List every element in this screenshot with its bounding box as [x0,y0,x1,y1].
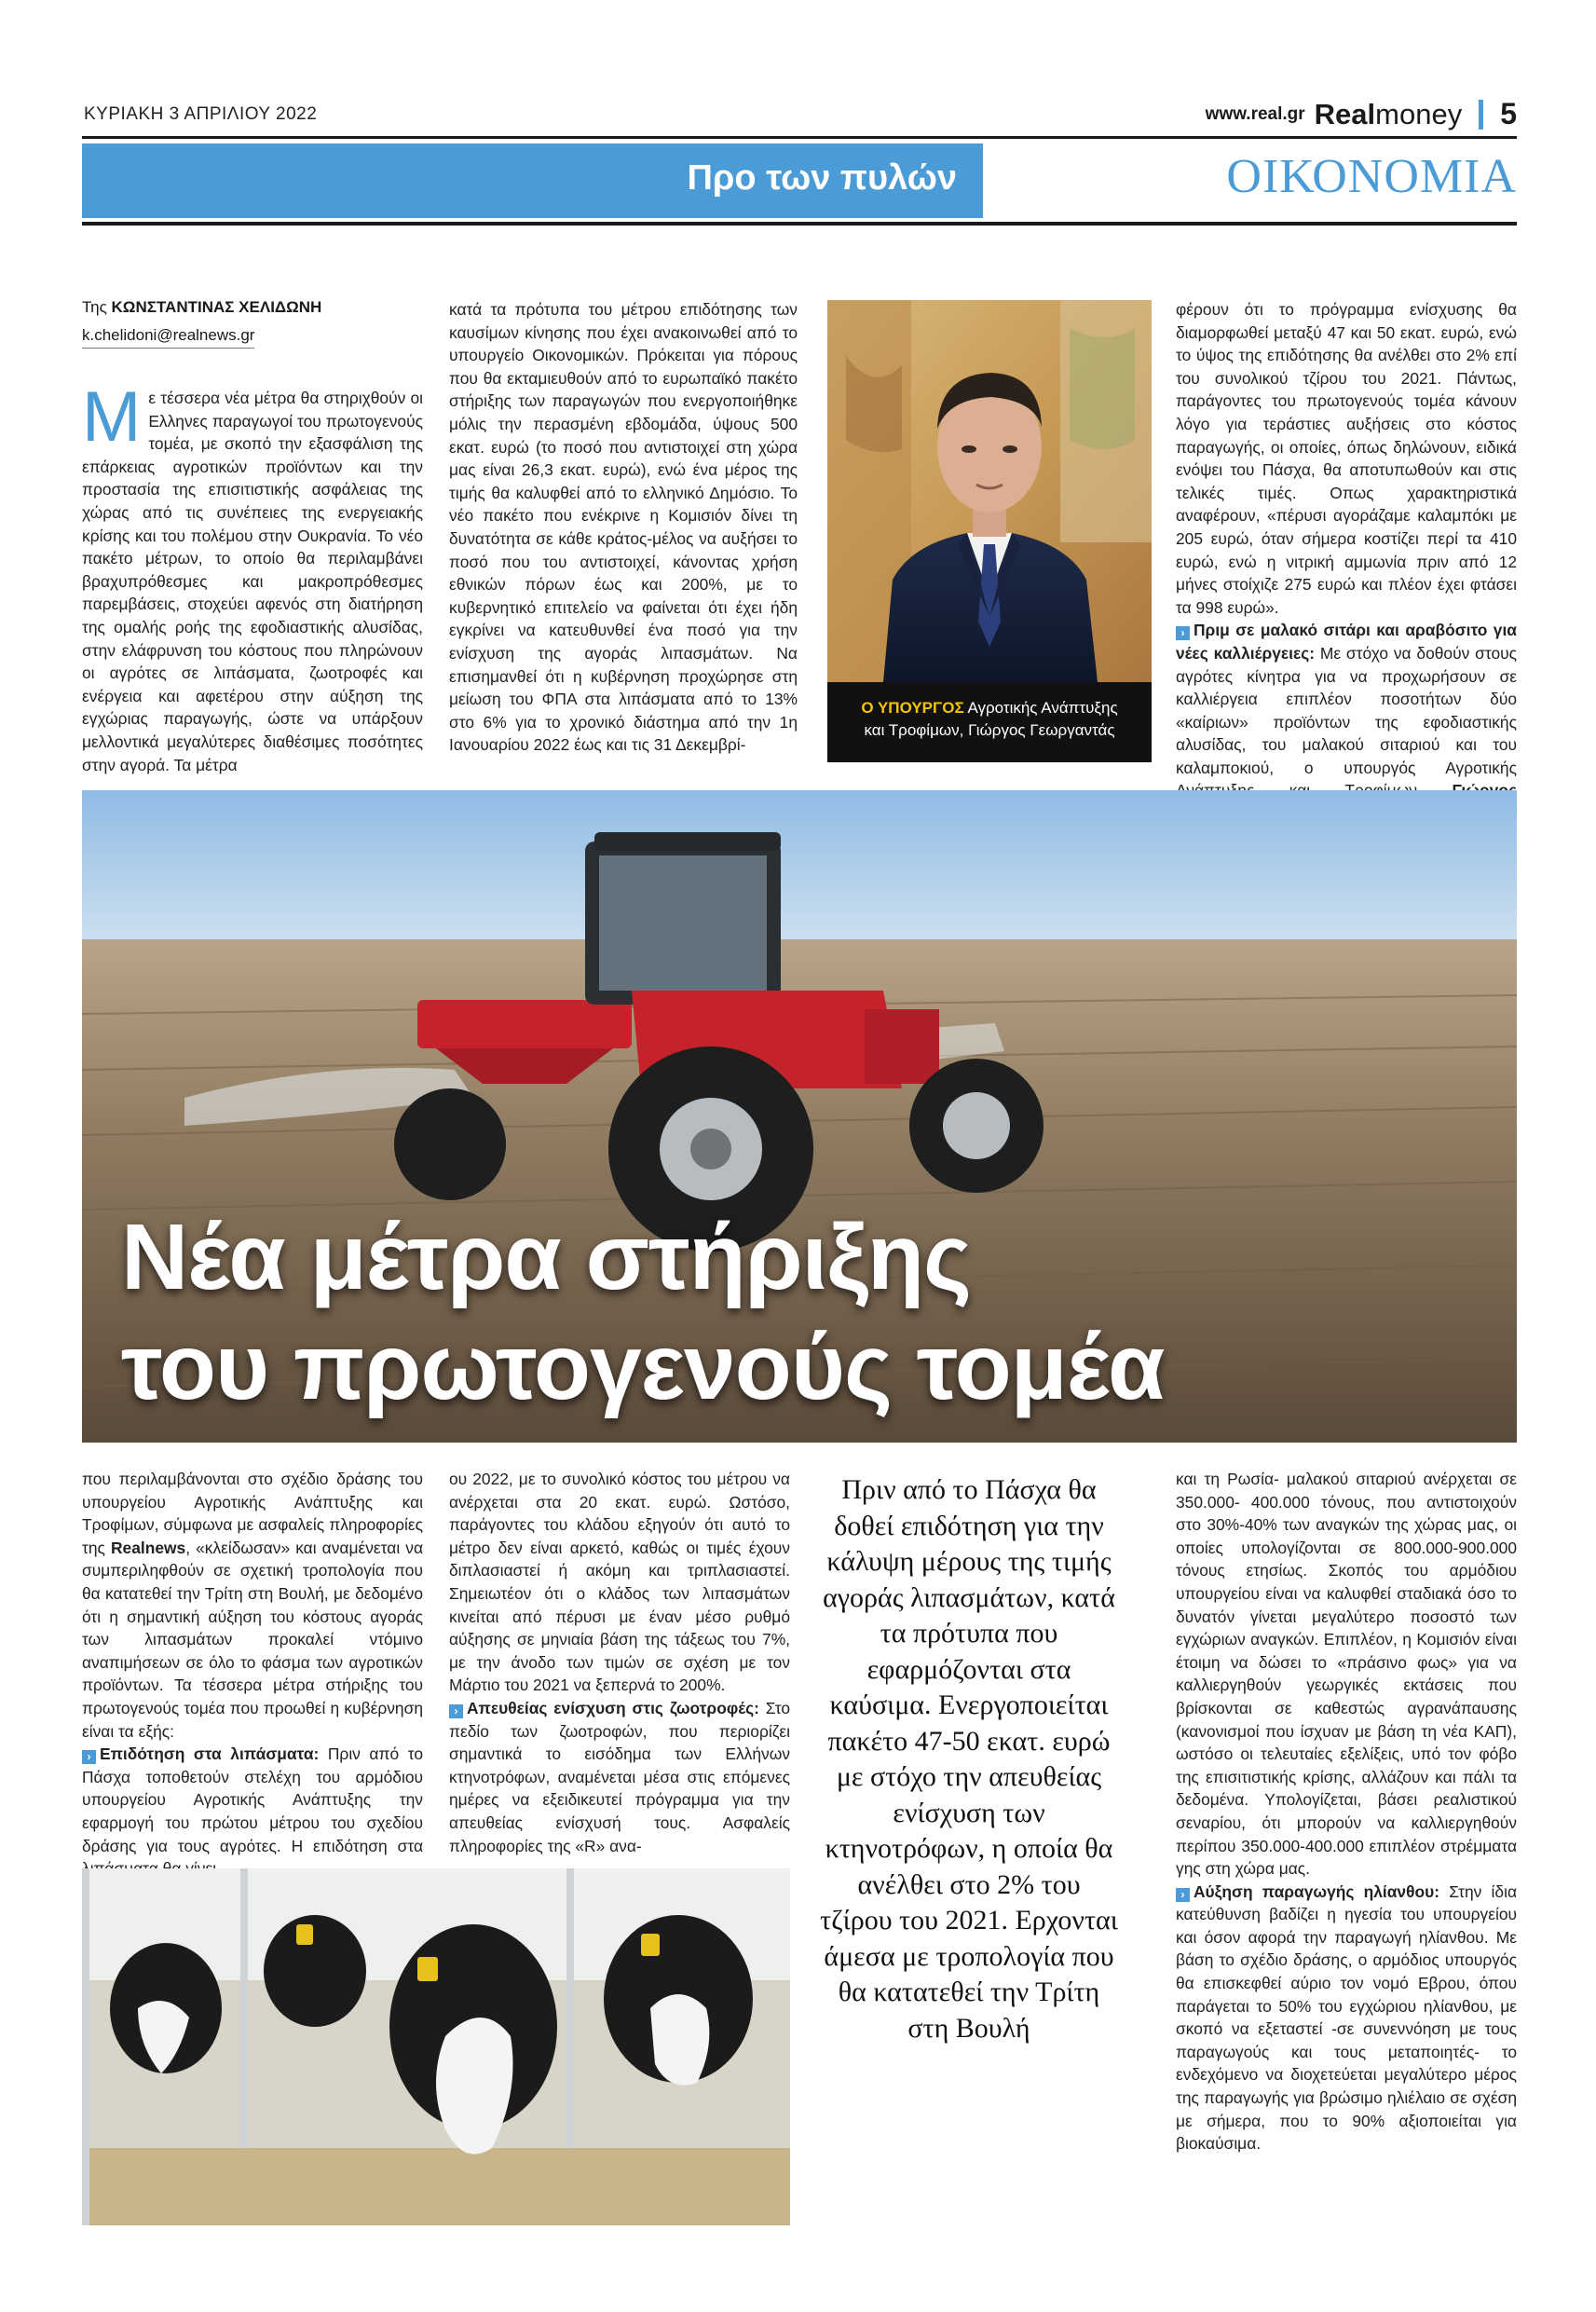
author-email[interactable]: k.chelidoni@realnews.gr [82,326,254,349]
article-paragraph: ου 2022, με το συνολικό κόστος του μέτρου να ανέρχεται στα 20 εκατ. ευρώ. Ωστόσο, παράγοντες του κλάδου εξηγούν ότι αυτό το μέτρο δεν είναι αρκετό, καθώς οι τιμές έχουν διπλασιαστεί ή ακόμη και τριπλασιαστεί. Σημειωτέον ότι ο κλάδος των λιπασμάτων κινείται από πέρυσι με έναν μέσο ρυθμό αύξησης σε μηνιαία βάση της τάξεως του 7%, με την άνοδο των τιμών σε σχέση με τον Μάρτιο του 2021 να ξεπερνά το 200%. [449,1470,790,1695]
minister-photo [827,300,1152,682]
drop-cap: Μ [82,377,142,457]
subsection-heading: Απευθείας ενίσχυση στις ζωοτροφές: [467,1698,759,1717]
kicker-title: Προ των πυλών [687,158,957,198]
pull-quote: Πριν από το Πάσχα θα δοθεί επιδότηση για την κάλυψη μέρους της τιμής αγοράς λιπασμάτων, κατά τα πρότυπα που εφαρμόζονται στα καύσιμα. Ενεργοποιείται πακέτο 47-50 εκατ. ευρώ με στόχο την απευθείας ενίσχυση των κτηνοτρόφων, η οποία θα ανέλθει στο 2% του τζίρου του 2021. Ερχονται άμεσα με τροπολογία που θα κατατεθεί την Τρίτη στη Βουλή [820,1474,1118,2044]
caption-line-1 [827,697,1152,719]
subsection-text: Πριν από το Πάσχα τοποθετούν στελέχη του αρμόδιου υπουργείου Αγροτικής Ανάπτυξης την εφαρμογή του πρώτου μέτρου του σχεδίου δράσης για τους αγρότες. Η επιδότηση στα [82,1744,423,1855]
arrow-icon: › [1176,1888,1190,1902]
headline-line-2: του πρωτογενούς τομέα [121,1315,1165,1419]
subsection-heading: Αύξηση παραγωγής ηλίανθου: [1194,1881,1440,1901]
arrow-icon: › [449,1704,463,1718]
brand-light: money [1375,97,1463,130]
byline-author: ΚΩΝΣΤΑΝΤΙΝΑΣ ΧΕΛΙΔΩΝΗ [111,298,322,316]
header-rule [82,136,1517,139]
subsection-heading: Πριμ σε μαλακό σιτάρι και αραβόσιτο για νέες καλλιέργειες: [1176,621,1517,663]
photo-caption [827,682,1152,762]
caption-label: Ο ΥΠΟΥΡΓΟΣ [861,699,964,717]
column-4-bottom [1176,1468,1517,2155]
cows-photo [82,1868,790,2225]
headline [121,1202,1164,1422]
section-title: ΟΙΚΟΝΟΜΙΑ [1226,150,1517,203]
masthead-right [1206,97,1517,131]
page-number: 5 [1500,97,1517,130]
article-paragraph: φέρουν ότι το πρόγραμμα ενίσχυσης θα διαμορφωθεί μεταξύ 47 και 50 εκατ. ευρώ, ενώ το ύψος της επιδότησης θα ανέλθει στο 2% επί του συνολικού τζίρου του 2021. Πάντως, παράγοντες του πρωτογενούς τομέα κάνουν λόγο για τεράστιες αυξήσεις στο κόστος παραγωγής, οι οποίες, όπως δηλώνουν, ειδικά ενόψει του Πάσχα, θα αποτυπωθούν και στις τελικές τιμές. Οπως χαρακτηριστικά αναφέρουν, «πέρυσι αγοράζαμε καλαμπόκι με 205 ευρώ, όταν σήμερα κοστίζει περί τα 410 ευρώ, ενώ η νιτρική αμμωνία πριν από 12 μήνες στοίχιζε 275 ευρώ και πλέον έχει φτάσει τα 998 ευρώ». [1176,300,1517,617]
byline [82,298,321,317]
brand-logo [1315,98,1463,131]
article-paragraph: και τη Ρωσία- μαλακού σιταριού ανέρχεται σε 350.000- 400.000 τόνους, που αντιστοιχούν στο 30%-40% των αναγκών της χώρας μας, οι οποίες υπολογίζονται σε 800.000-900.000 τόνους ετησίως. Σκοπός του αρμόδιου υπουργείου είναι να καλυφθεί σταδιακά όσο το δυνατόν γίνεται μεγαλύτερο ποσοστό των εγχώριων αναγκών. Επιπλέον, η Κομισιόν είναι έτοιμη να δώσει το «πράσινο φως» για να καλλιεργηθούν γεωργικές εκτάσεις που βρίσκονται σε καθεστώς αγρανάπαυσης (κανονισμοί που ίσχυαν με βάση τη νέα ΚΑΠ), ωστόσο οι τελευταίες εξελίξεις, υπό τον φόβο της επισιτιστικής κρίσης, αλλάζουν και πάλι τα δεδομένα. Υπολογίζεται, βάσει ρεαλιστικού σεναρίου, ότι μπορούν να καλλιεργηθούν περίπου 350.000-400.000 επιπλέον στρέμματα γης στη χώρα μας. [1176,1470,1517,1879]
kicker-band [82,144,983,218]
column-2-bottom [449,1468,790,1857]
caption-line-2: και Τροφίμων, Γιώργος Γεωργαντάς [864,721,1115,739]
section-rule [82,222,1517,226]
subsection [82,1743,423,1881]
column-1-bottom [82,1468,423,1881]
column-2-top [449,298,798,757]
subsection [449,1697,790,1857]
site-url[interactable]: www.real.gr [1205,103,1305,124]
arrow-icon: › [1176,626,1190,640]
article-paragraph [82,1468,423,1743]
column-1-top [82,377,423,776]
subsection-heading: Επιδότηση στα λιπάσματα: [100,1744,320,1764]
issue-date: ΚΥΡΙΑΚΗ 3 ΑΠΡΙΛΙΟΥ 2022 [84,104,318,124]
headline-line-1: Νέα μέτρα στήριξης [121,1205,972,1309]
brand-bold: Real [1314,97,1376,130]
article-text: , «κλείδωσαν» και αναμένεται να συμπεριληφθούν σε σχετική τροπολογία που θα κατατεθεί την Τρίτη στη Βουλή, με δεδομένο ότι η σημαντική αύξηση του κόστους αγοράς των λιπασμάτων προκαλεί ντόμινο αναπιμήσεων σε όλο το φάσμα των αγροτικών προϊόντων. Τα τέσσερα μέτρα στήριξης του πρωτογενούς τομέα που προωθεί η κυβέρνηση είναι τα εξής: [82,1538,423,1741]
article-paragraph: κατά τα πρότυπα του μέτρου επιδότησης των καυσίμων κίνησης που έχει ανακοινωθεί από το υπουργείο Οικονομικών. Πρόκειται για πόρους που θα εκταμιευθούν από το ευρωπαϊκό πακέτο στήριξης των παραγωγών που ενεργοποιήθηκε μόλις την περασμένη εβδομάδα, ύψους 500 εκατ. ευρώ (το ποσό που αντιστοιχεί στη χώρα μας είναι 26,3 εκατ. ευρώ), ενώ ένα μέρος της τιμής θα καλυφθεί από το ελληνικό Δημόσιο. Το νέο πακέτο που ενέκρινε η Κομισιόν δίνει τη δυνατότητα σε κάθε κράτος-μέλος να αυξήσει το ποσό που του αντιστοιχεί, κάνοντας χρήση εθνικών πόρων έως και 200%, με το κυβερνητικό επιτελείο να φαίνεται ότι έχει ήδη εγκρίνει να κατευθυνθεί ένα ποσό για την ενίσχυση της αγοράς λιπασμάτων. Να επισημανθεί ότι η κυβέρνηση προχώρησε στη μείωση του ΦΠΑ στα λιπάσματα από το 13% στο 6% για το χρονικό διάστημα από την 1η Ιανουαρίου 2022 έως και τις 31 Δεκεμβρί- [449,300,798,755]
newspaper-name: Realnews [110,1538,186,1557]
brand-divider [1479,100,1483,130]
subsection-text: Στο πεδίο των ζωοτροφών, που περιορίζει σημαντικά το εισόδημα των Ελλήνων κτηνοτρόφων, αναμένεται μέσα στις επόμενες ημέρες να εξειδικευτεί πρόγραμμα για την απευθείας ενίσχυσή τους. Ασφαλείς πληροφορίες της «R» ανα- [449,1698,791,1855]
byline-prefix: Της [82,298,107,316]
subsection-text: Με στόχο να δοθούν στους αγρότες κίνητρα για να προχωρήσουν σε καλλιέργεια επιπλέον ποσοτήτων δύο «καίριων» προϊόντων της εφοδιαστικής αλυσίδας, του μαλακού σιταριού και του καλαμποκιού, ο υπουργός Αγροτικής [1176,643,1518,777]
caption-text-1: Αγροτικής Ανάπτυξης [963,699,1118,717]
subsection [1176,1881,1517,2155]
article-text: που περιλαμβάνονται στο σχέδιο δράσης του υπουργείου Αγροτικής Ανάπτυξης και Τροφίμων, σύμφωνα με ασφαλείς πληροφορίες της [82,1470,423,1557]
subsection-text: Στην ίδια κατεύθυνση βαδίζει η ηγεσία του υπουργείου και όσον αφορά την παραγωγή ηλίανθου. Με βάση το σχέδιο δράσης, ο αρμόδιος υπουργός θα επισκεφθεί αύριο τον νομό Εβρου, όπου παράγεται το 50% του εγχώριου ηλίανθου, με σκοπό να εξεταστεί -σε συνεννόηση με τους παραγωγούς και τους μεταποιητές- το ενδεχόμενο να διοχετεύεται μεγαλύτερο μέρος της παραγωγής για βρώσιμο ηλιέλαιο σε σχέση με σήμερα, που το 90% αξιοποιείται για βιοκαύσιμα. [1176,1881,1518,2154]
arrow-icon: › [82,1750,96,1764]
article-intro: ε τέσσερα νέα μέτρα θα στηριχθούν οι Ελληνες παραγωγοί του πρωτογενούς τομέα, με σκοπό την εξασφάλιση της επάρκειας αγροτικών προϊόντων και την προστασία της επισιτιστικής ασφάλειας της χώρας από τις συνέπειες της ενεργειακής κρίσης και του πολέμου στην Ουκρανία. Το νέο πακέτο μέτρων, το οποίο θα περιλαμβάνει βραχυπρόθεσμες και μακροπρόθεσμες παρεμβάσεις, στοχεύει αφενός στη διατήρηση της ομαλής ροής της εφοδιαστικής αλυσίδας, στην ελάφρυνση του κόστους που πληρώνουν οι αγρότες σε λιπάσματα, ζωοτροφές και ενέργεια και αφετέρου στην αύξηση της εγχώριας παραγωγής, ώστε να υπάρξουν μελλοντικά μεγαλύτερες διαθέσιμες ποσότητες στην αγορά. Τα μέτρα [82,389,423,774]
